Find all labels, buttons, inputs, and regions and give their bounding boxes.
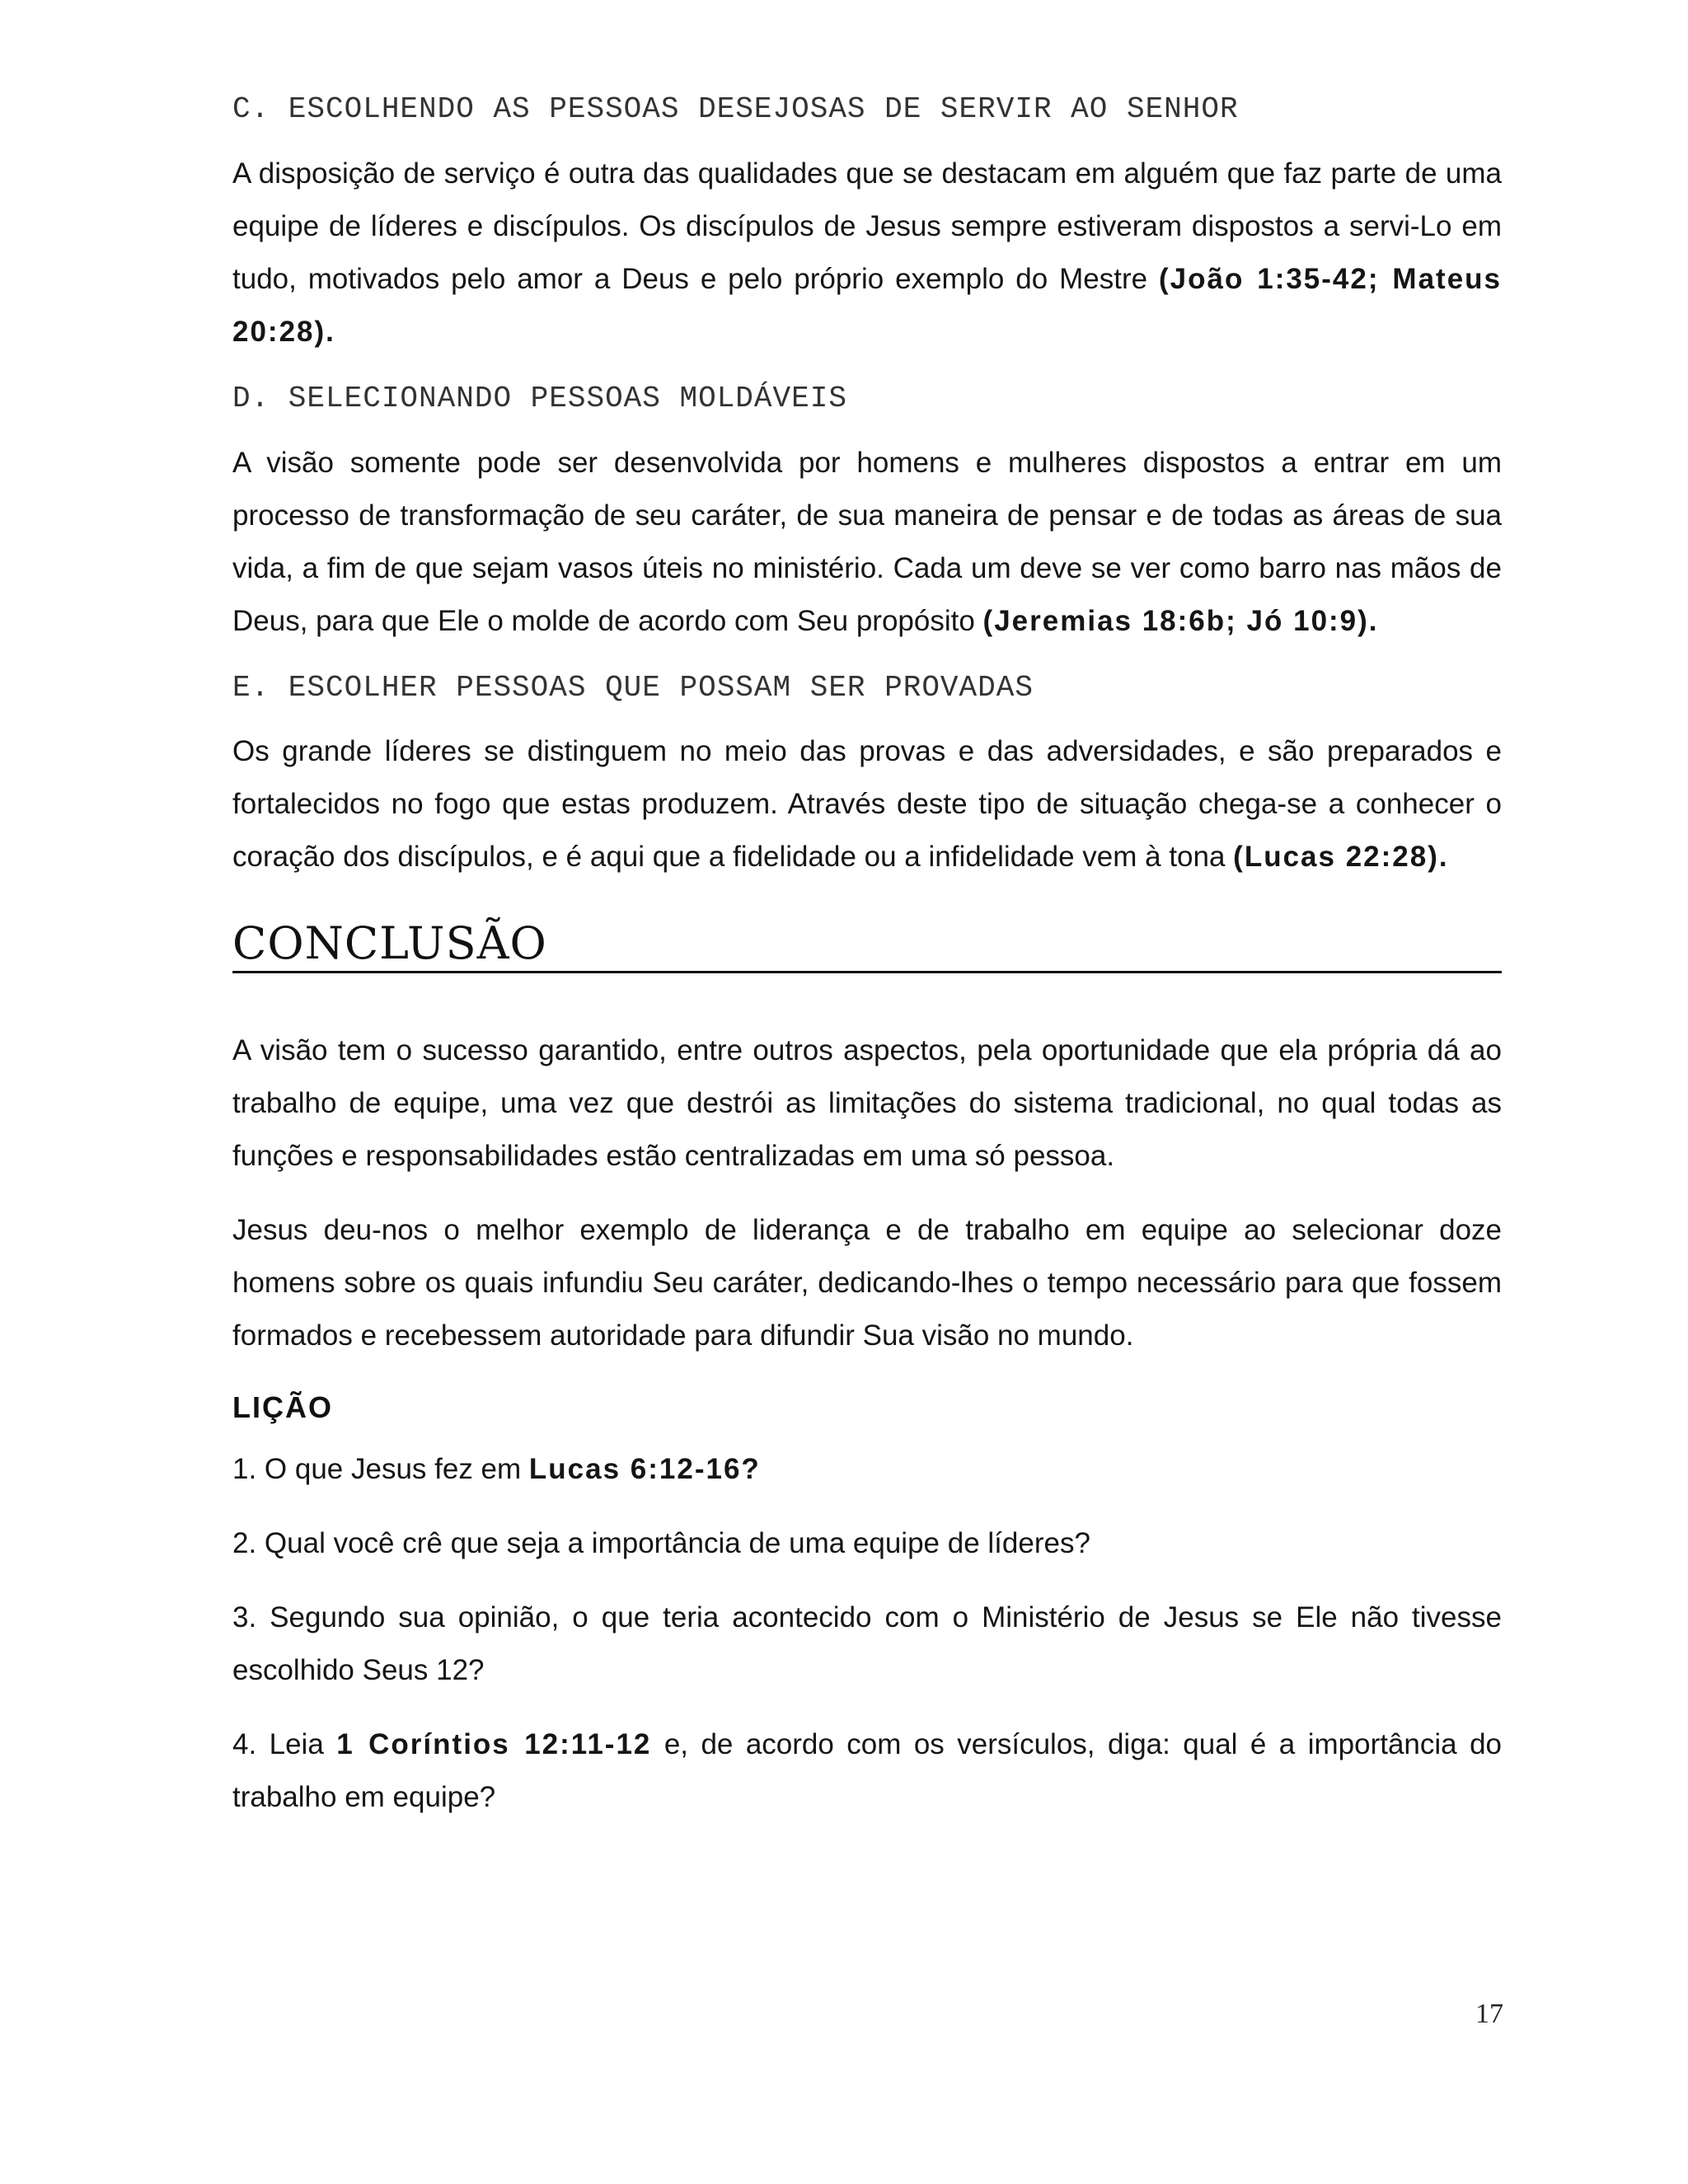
- section-d-text: A visão somente pode ser desenvolvida por homens e mulheres dispostos a entrar em um processo de transformação de seu caráter, de sua maneira de pensar e de todas as áreas de sua vida, a fim de que sejam vasos úteis no ministério. Cada um deve se ver como barro nas mãos de Deus, para que Ele o molde de acordo com Seu propósito: [232, 446, 1502, 637]
- title-spacer: [232, 973, 1502, 1024]
- section-e-text: Os grande líderes se distinguem no meio das provas e das adversidades, e são preparados e fortalecidos no fogo que estas produzem. Através deste tipo de situação chega-se a conhecer o coração dos discípulos, e é aqui que a fidelidade ou a infidelidade vem à tona: [232, 735, 1502, 874]
- section-d-paragraph: [232, 437, 1502, 648]
- question-4-text: 4. Leia: [232, 1728, 337, 1761]
- question-4-reference: 1 Coríntios 12:11-12: [336, 1728, 652, 1761]
- section-d-reference: (Jeremias 18:6b; Jó 10:9).: [982, 604, 1379, 637]
- lesson-title: LIÇÃO: [232, 1390, 333, 1425]
- section-c-reference: (João 1:35-42; Mateus 20:28).: [232, 262, 1502, 348]
- section-c-heading: C. ESCOLHENDO AS PESSOAS DESEJOSAS DE SERVIR AO SENHOR: [232, 92, 1239, 126]
- conclusion-title: CONCLUSÃO: [232, 918, 1502, 973]
- section-c-text: A disposição de serviço é outra das qualidades que se destacam em alguém que faz parte de uma equipe de líderes e discípulos. Os discípulos de Jesus sempre estiveram dispostos a servi-Lo em tudo, motivados pelo amor a Deus e pelo próprio exemplo do Mestre: [232, 157, 1502, 295]
- section-c-paragraph: [232, 148, 1502, 359]
- page-content: [232, 91, 1502, 1845]
- lesson-question-1: [232, 1443, 1502, 1496]
- lesson-question-2: 2. Qual você crê que seja a importância de uma equipe de líderes?: [232, 1527, 1090, 1560]
- question-1-reference: Lucas 6:12-16?: [528, 1453, 761, 1486]
- question-4-tail: e, de acordo com os versículos, diga: qual é a importância do trabalho em equipe?: [232, 1728, 1502, 1814]
- section-e-paragraph: [232, 725, 1502, 883]
- page-number: 17: [1475, 1999, 1503, 2029]
- section-d-heading: D. SELECIONANDO PESSOAS MOLDÁVEIS: [232, 381, 847, 415]
- conclusion-paragraph-2: Jesus deu-nos o melhor exemplo de liderança e de trabalho em equipe ao selecionar doze homens sobre os quais infundiu Seu caráter, dedicando-lhes o tempo necessário para que fossem formados e recebessem autoridade para difundir Sua visão no mundo.: [232, 1214, 1502, 1352]
- question-1-text: 1. O que Jesus fez em: [232, 1453, 529, 1486]
- lesson-question-3: 3. Segundo sua opinião, o que teria acontecido com o Ministério de Jesus se Ele não tivesse escolhido Seus 12?: [232, 1601, 1502, 1687]
- section-e-heading: E. ESCOLHER PESSOAS QUE POSSAM SER PROVADAS: [232, 670, 1034, 705]
- lesson-question-4: [232, 1718, 1502, 1824]
- section-e-reference: (Lucas 22:28).: [1233, 841, 1449, 874]
- conclusion-paragraph-1: A visão tem o sucesso garantido, entre outros aspectos, pela oportunidade que ela própria dá ao trabalho de equipe, uma vez que destrói as limitações do sistema tradicional, no qual todas as funções e responsabilidades estão centralizadas em uma só pessoa.: [232, 1034, 1502, 1173]
